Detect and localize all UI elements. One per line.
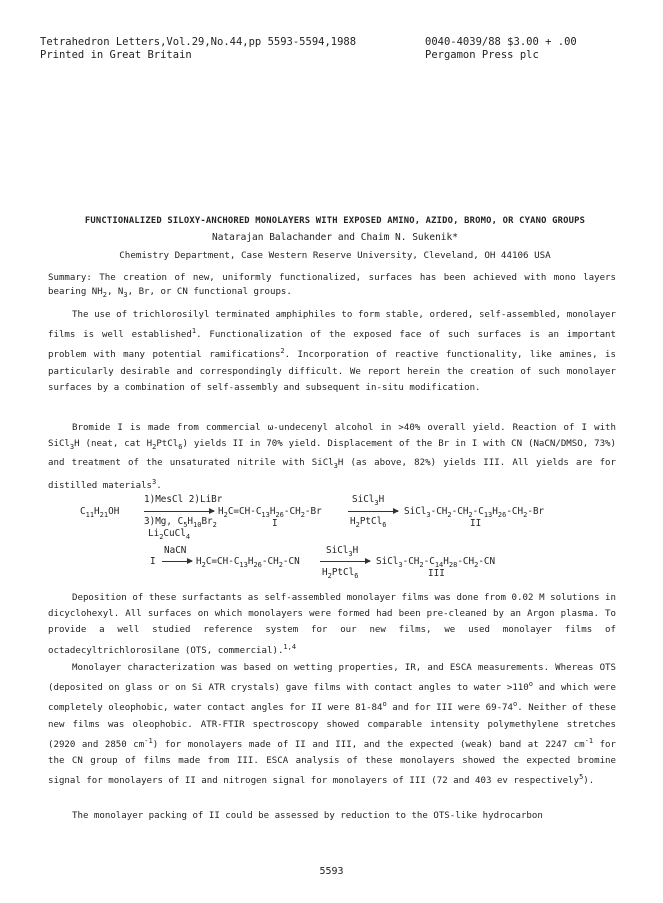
paragraph-text: and which were completely oleophobic, water contact angles for II were 81-84 xyxy=(48,683,616,714)
paragraph-text: ). xyxy=(583,776,595,787)
reagent-cyanide: NaCN xyxy=(164,545,187,556)
reagent-hydrosilylation-2: SiCl$_3$H xyxy=(326,545,359,558)
label-compound-I: I xyxy=(272,518,278,529)
paragraph-intro xyxy=(48,307,616,396)
article-authors: Natarajan Balachander and Chaim N. Sukenik* xyxy=(212,232,458,243)
label-compound-II: II xyxy=(470,518,482,529)
paragraph-characterization xyxy=(48,660,616,790)
reagents-step1-catalyst: $Li_2CuCl_4$ xyxy=(148,528,191,541)
paragraph-text: Deposition of these surfactants as self-assembled monolayer films was done from 0.02 M solutions in dicyclohexyl. All surfaces on which monolayers were formed had been pre-cleaned by an Argon plasma. To provide a well studied reference system for our new films, we used monolayer films of octadecyltrichlorosilane (OTS, commercial). xyxy=(48,593,616,656)
nitrile-intermediate: $H_2C=CH-C_{13}H_{26}-CH_2-CN$ xyxy=(196,556,300,569)
reference-marker: 5 xyxy=(579,773,584,782)
paragraph-text: for the CN group of films made from III. ESCA analysis of these monolayers showed the expected bromine signal for monolayers of II and nitrogen signal for monolayers of III (72 and 403 ev respectively xyxy=(48,739,617,787)
catalyst-pt-2: $H_2PtCl_6$ xyxy=(322,567,359,580)
summary: Summary: The creation of new, uniformly functionalized, surfaces has been achieved with mono layers bearing $NH_2$, $N_3$, Br, or CN functional groups. xyxy=(48,273,616,299)
reagents-step1-grignard: 3)Mg, $C_5H_{10}Br_2$ xyxy=(144,516,217,529)
publisher: Pergamon Press plc xyxy=(425,49,539,61)
paragraph-text: . xyxy=(156,481,162,492)
summary-text: The creation of new, uniformly functionalized, surfaces has been achieved with mono layers bearing NH xyxy=(48,273,616,297)
degree-marker: o xyxy=(513,700,518,709)
reference-marker: 1,4 xyxy=(283,642,297,651)
reference-marker: 1 xyxy=(191,327,197,336)
paragraph-text: PtCl xyxy=(156,439,179,450)
author-affiliation: Chemistry Department, Case Western Reserve University, Cleveland, OH 44106 USA xyxy=(119,250,551,261)
paragraph-synthesis: Bromide I is made from commercial ω-undecenyl alcohol in >40% overall yield. Reaction of I with SiCl$_3$H (neat, cat $H_2PtCl_6$) yields II in 70% yield. Displacement of the Br in I with CN (NaCN/DMSO, 73%) and treatment of the unsaturated nitrile with SiCl$_3$H (as above, 82%) yields III. All yields are for distilled materials$^3$. xyxy=(48,423,617,492)
compound-I: $H_2C=CH-C_{13}H_{26}-CH_2-Br$ xyxy=(218,506,322,519)
reaction-arrow xyxy=(162,561,192,562)
reaction-arrow xyxy=(320,561,370,562)
catalyst-pt: $H_2PtCl_6$ xyxy=(350,516,387,529)
summary-text: , N xyxy=(106,286,124,297)
paragraph-packing xyxy=(48,808,616,824)
paragraph-text: Bromide I is made from commercial ω-undecenyl alcohol in >40% overall yield. Reaction of I with SiCl xyxy=(48,423,616,450)
paragraph-text: . Neither of these new films was oleophobic. ATR-FTIR spectroscopy showed comparable intensity polymethylene stretches (2920 and 2850 cm xyxy=(48,703,616,750)
paragraph-text: . Functionalization of the exposed face of such surfaces is an important problem with many potential ramifications xyxy=(48,330,616,361)
reference-marker: 2 xyxy=(280,347,285,356)
journal-citation: Tetrahedron Letters,Vol.29,No.44,pp 5593-5594,1988 xyxy=(40,36,357,48)
degree-marker: o xyxy=(382,700,387,709)
reagent-hydrosilylation: SiCl$_3$H xyxy=(352,494,385,507)
article-title: FUNCTIONALIZED SILOXY-ANCHORED MONOLAYERS WITH EXPOSED AMINO, AZIDO, BROMO, OR CYANO GROUPS xyxy=(84,216,586,226)
page-number: 5593 xyxy=(319,866,344,877)
reaction-arrow xyxy=(144,511,214,512)
paragraph-text: The monolayer packing of II could be assessed by reduction to the OTS-like hydrocarbon xyxy=(72,811,543,821)
reagents-step1: 1)MesCl 2)LiBr xyxy=(144,494,223,505)
unit-exponent: -1 xyxy=(144,736,153,745)
summary-text: , Br, or CN functional groups. xyxy=(127,286,292,297)
paragraph-text: H (as above, 82%) yields III. All yields are for distilled materials xyxy=(48,458,617,492)
paragraph-deposition xyxy=(48,590,616,659)
reference-marker: 3 xyxy=(152,478,157,487)
paragraph-text: The use of trichlorosilyl terminated amphiphiles to form stable, ordered, self-assembled, monolayer films is well established xyxy=(48,310,616,341)
paragraph-text: . Incorporation of reactive functionality, like amines, is particularly desirable and correspondingly difficult. We report herein the creation of such monolayer surfaces by a combination of self-assembly and subsequent in-situ modification. xyxy=(48,350,616,393)
unit-exponent: -1 xyxy=(584,736,594,745)
printed-location: Printed in Great Britain xyxy=(40,49,192,61)
issn-price: 0040-4039/88 $3.00 + .00 xyxy=(425,36,577,48)
paragraph-text: Monolayer characterization was based on wetting properties, IR, and ESCA measurements. Whereas OTS (deposited on glass or on Si ATR crystals) gave films with contact angles to water >110 xyxy=(48,663,616,694)
degree-marker: o xyxy=(528,680,533,689)
compound-II: $SiCl_3-CH_2-CH_2-C_{13}H_{26}-CH_2-Br$ xyxy=(404,506,545,519)
paragraph-text: and for III were 69-74 xyxy=(386,703,513,714)
start-compound-I: I xyxy=(150,556,156,567)
start-material: $C_{11}H_{21}OH$ xyxy=(80,506,120,519)
reaction-arrow xyxy=(348,511,398,512)
paragraph-text: ) for monolayers made of II and III, and the expected (weak) band at 2247 cm xyxy=(152,739,585,750)
paragraph-text: H (neat, cat H xyxy=(74,439,153,450)
paragraph-text: ) yields II in 70% yield. Displacement of the Br in I with CN (NaCN/DMSO, 73%) and treatment of the unsaturated nitrile with SiCl xyxy=(48,439,617,469)
label-compound-III: III xyxy=(428,568,445,579)
summary-label: Summary: xyxy=(48,273,92,283)
compound-III: $SiCl_3-CH_2-C_{14}H_{28}-CH_2-CN$ xyxy=(376,556,496,569)
